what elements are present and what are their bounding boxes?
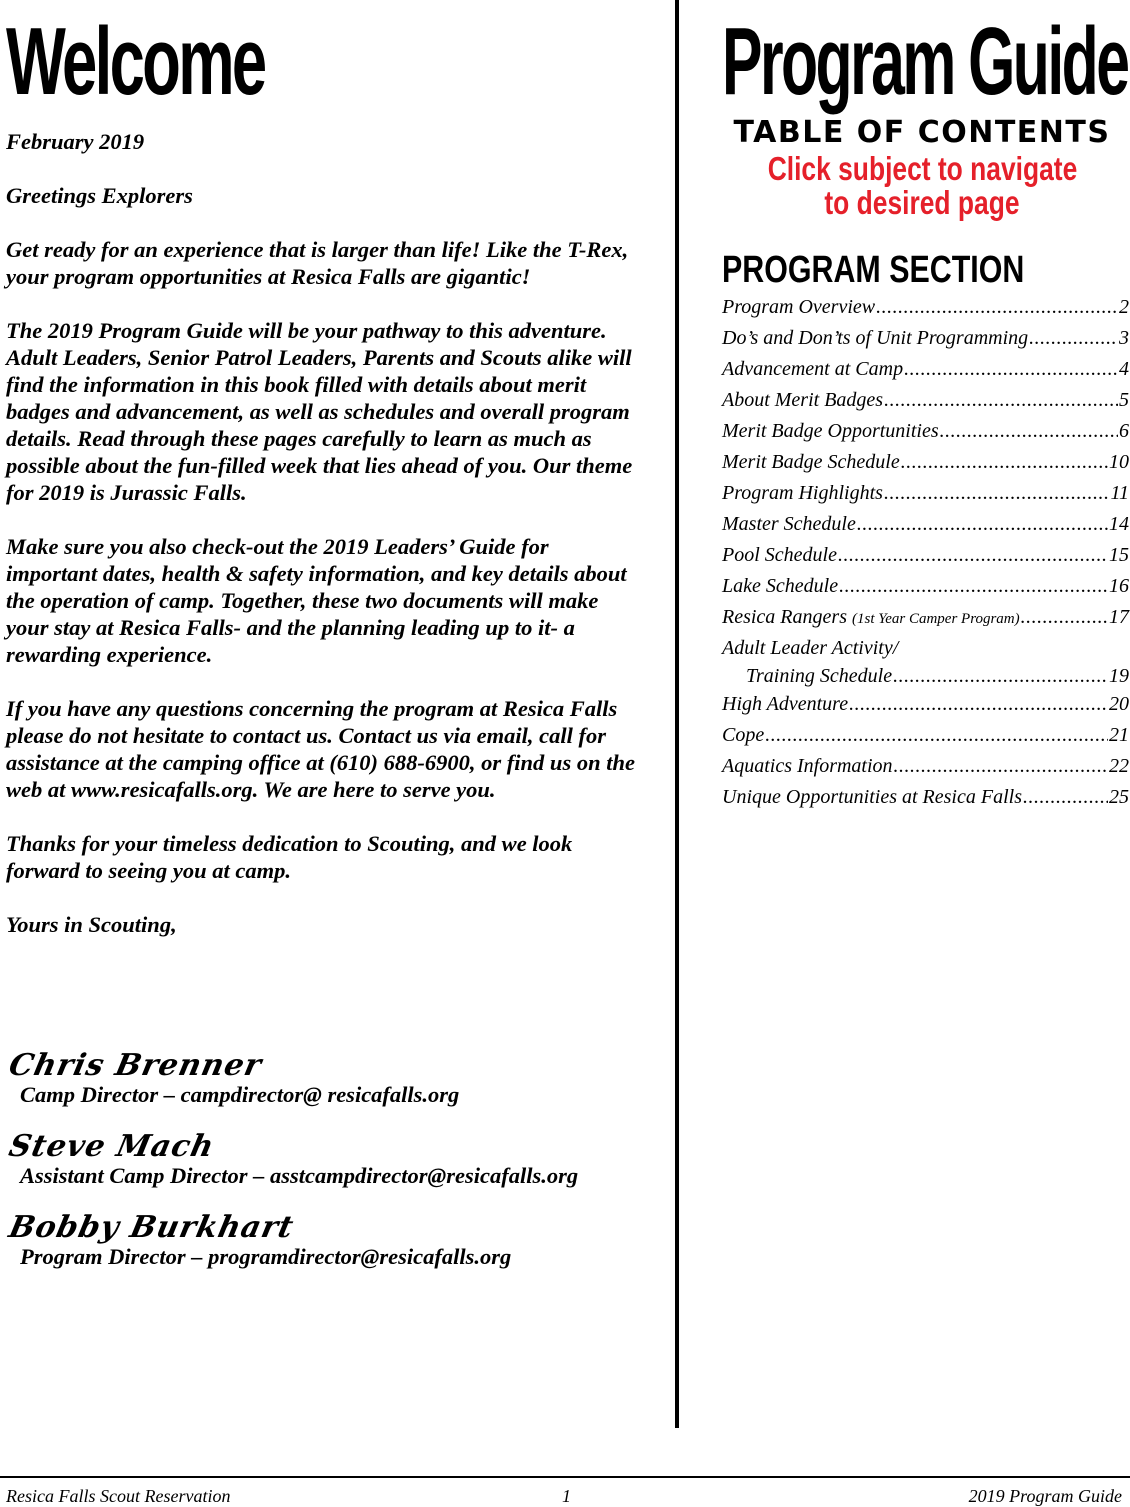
toc-label: High Adventure [722, 693, 849, 715]
toc-entry-about-merit-badges[interactable] [722, 385, 1129, 416]
toc-page: 14 [1109, 513, 1129, 535]
toc-label: Cope [722, 724, 765, 746]
section-heading: PROGRAM SECTION [722, 249, 1025, 291]
toc-label: Training Schedule [746, 665, 893, 687]
signature-role: Assistant Camp Director – asstcampdirector@resicafalls.org [20, 1163, 579, 1188]
toc-entry-master-schedule[interactable] [722, 509, 1129, 540]
toc-entry-resica-rangers[interactable] [722, 602, 1129, 633]
signature-role: Program Director – programdirector@resicafalls.org [20, 1244, 512, 1269]
toc-label: Unique Opportunities at Resica Falls [722, 786, 1022, 808]
signature-name: Chris Brenner [5, 1048, 266, 1083]
toc-label: Resica Rangers [722, 606, 847, 628]
toc-entry-merit-badge-opportunities[interactable] [722, 416, 1129, 447]
toc-label: Merit Badge Opportunities [722, 420, 939, 442]
toc-label: About Merit Badges [722, 389, 884, 411]
letter-closing: Yours in Scouting, [6, 912, 177, 937]
letter-paragraph: The 2019 Program Guide will be your pathway to this adventure. Adult Leaders, Senior Patrol Leaders, Parents and Scouts alike will find the information in this book filled with details about merit badges and advancement, as well as schedules and overall program details. Read through these pages carefully to learn as much as possible about the fun-filled week that lies ahead of you. Our theme for 2019 is Jurassic Falls. [6, 318, 633, 505]
welcome-letter [6, 128, 636, 965]
toc-leader [904, 354, 1118, 385]
toc-entry-aquatics-information[interactable] [722, 751, 1129, 782]
toc-page: 16 [1109, 575, 1129, 597]
toc-leader [884, 385, 1118, 416]
toc-entry-advancement[interactable] [722, 354, 1129, 385]
toc-label: Merit Badge Schedule [722, 451, 900, 473]
toc-entry-dos-and-donts[interactable] [722, 323, 1129, 354]
letter-paragraph: Get ready for an experience that is larger than life! Like the T-Rex, your program opportunities at Resica Falls are gigantic! [6, 237, 629, 289]
welcome-title: Welcome [6, 8, 265, 115]
toc-page: 6 [1119, 420, 1129, 442]
signature-block [6, 1212, 666, 1270]
toc-label: Advancement at Camp [722, 358, 904, 380]
toc-page: 4 [1119, 358, 1129, 380]
toc-leader [1021, 602, 1108, 633]
signature-block [6, 1050, 666, 1108]
toc-entry-program-overview[interactable] [722, 292, 1129, 323]
navigation-hint-line: to desired page [824, 184, 1020, 221]
toc-label: Master Schedule [722, 513, 856, 535]
toc-page: 22 [1109, 755, 1129, 777]
toc-leader [838, 540, 1108, 571]
table-of-contents [722, 292, 1129, 813]
toc-leader [839, 571, 1108, 602]
footer-page-number: 1 [562, 1486, 571, 1506]
toc-page: 3 [1119, 327, 1129, 349]
letter-date: February 2019 [6, 129, 145, 154]
toc-leader [894, 751, 1108, 782]
toc-page: 15 [1109, 544, 1129, 566]
signature-name: Steve Mach [5, 1129, 218, 1164]
toc-page: 17 [1109, 606, 1129, 628]
toc-entry-merit-badge-schedule[interactable] [722, 447, 1129, 478]
footer-rule [0, 1476, 1130, 1478]
toc-label: Program Overview [722, 296, 876, 318]
toc-label: Do’s and Don’ts of Unit Programming [722, 327, 1029, 349]
toc-leader [765, 720, 1108, 751]
signature-name: Bobby Burkhart [5, 1210, 298, 1245]
toc-leader [893, 664, 1108, 689]
toc-leader [940, 416, 1118, 447]
navigation-hint-line: Click subject to navigate [767, 150, 1077, 187]
toc-label: Pool Schedule [722, 544, 837, 566]
toc-entry-cope[interactable] [722, 720, 1129, 751]
toc-label-note: (1st Year Camper Program) [851, 611, 1020, 627]
letter-greeting: Greetings Explorers [6, 183, 193, 208]
toc-label: Lake Schedule [722, 575, 839, 597]
column-divider [675, 0, 679, 1428]
toc-label: Adult Leader Activity/ [722, 637, 899, 659]
letter-paragraph: Thanks for your timeless dedication to Scouting, and we look forward to seeing you at camp. [6, 831, 573, 883]
toc-entry-unique-opportunities[interactable] [722, 782, 1129, 813]
toc-leader [901, 447, 1108, 478]
toc-leader [876, 292, 1118, 323]
toc-entry-high-adventure[interactable] [722, 689, 1129, 720]
toc-page: 25 [1109, 786, 1129, 808]
toc-entry-pool-schedule[interactable] [722, 540, 1129, 571]
toc-leader [884, 478, 1110, 509]
footer-left: Resica Falls Scout Reservation [6, 1486, 231, 1506]
toc-page: 21 [1109, 724, 1129, 746]
navigation-hint [722, 152, 1122, 220]
footer-right: 2019 Program Guide [968, 1486, 1122, 1506]
toc-leader [1023, 782, 1108, 813]
toc-heading: TABLE OF CONTENTS [733, 115, 1111, 150]
signature-block [6, 1131, 666, 1189]
letter-paragraph: If you have any questions concerning the program at Resica Falls please do not hesitate to contact us. Contact us via email, call for assistance at the camping office at (610) 688-6900, or find us on the web at www.resicafalls.org. We are here to serve you. [6, 696, 635, 802]
toc-page: 10 [1109, 451, 1129, 473]
toc-leader [849, 689, 1108, 720]
toc-page: 5 [1119, 389, 1129, 411]
toc-page: 19 [1109, 665, 1129, 687]
signature-role: Camp Director – campdirector@ resicafalls.org [20, 1082, 460, 1107]
toc-label: Program Highlights [722, 482, 883, 504]
toc-entry-program-highlights[interactable] [722, 478, 1129, 509]
toc-leader [1029, 323, 1118, 354]
toc-entry-adult-leader-training[interactable] [722, 633, 1129, 689]
toc-page: 2 [1119, 296, 1129, 318]
toc-leader [857, 509, 1108, 540]
toc-label: Aquatics Information [722, 755, 893, 777]
toc-page: 20 [1109, 693, 1129, 715]
program-guide-title: Program Guide [722, 8, 1128, 115]
letter-paragraph: Make sure you also check-out the 2019 Leaders’ Guide for important dates, health & safety information, and key details about the operation of camp. Together, these two documents will make your stay at Resica Falls- and the planning leading up to it- a rewarding experience. [6, 534, 627, 667]
toc-entry-lake-schedule[interactable] [722, 571, 1129, 602]
toc-page: 11 [1110, 482, 1129, 504]
